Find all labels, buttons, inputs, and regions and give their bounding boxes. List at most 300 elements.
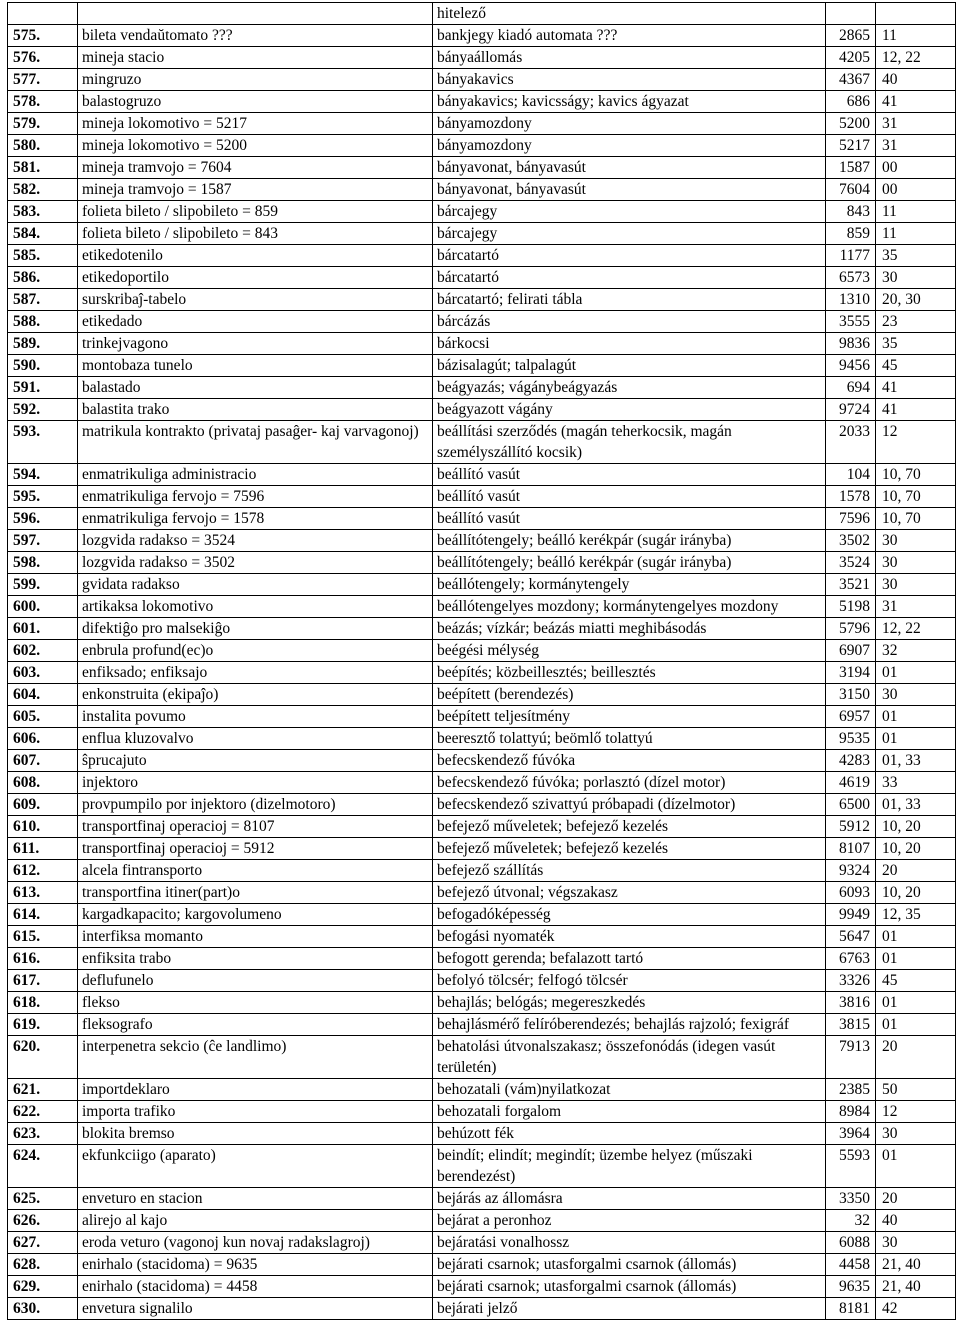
- category-code: 20: [876, 860, 956, 882]
- term-code: 9724: [826, 399, 876, 421]
- term-code: 843: [826, 201, 876, 223]
- table-row: [8, 948, 956, 970]
- esperanto-term: enirhalo (stacidoma) = 4458: [78, 1276, 433, 1298]
- category-code: 20: [876, 1188, 956, 1210]
- hungarian-term: bányavonat, bányavasút: [433, 179, 826, 201]
- esperanto-term: deflufunelo: [78, 970, 433, 992]
- hungarian-term: bányaállomás: [433, 47, 826, 69]
- category-code: 21, 40: [876, 1276, 956, 1298]
- table-row: [8, 992, 956, 1014]
- entry-number: 611.: [8, 838, 78, 860]
- category-code: 30: [876, 552, 956, 574]
- hungarian-term: befogott gerenda; befalazott tartó: [433, 948, 826, 970]
- term-code: 5217: [826, 135, 876, 157]
- hungarian-term: bárkocsi: [433, 333, 826, 355]
- hungarian-term: bázisalagút; talpalagút: [433, 355, 826, 377]
- esperanto-term: interpenetra sekcio (ĉe landlimo): [78, 1036, 433, 1079]
- hungarian-term: behajlásmérő felíróberendezés; behajlás rajzoló; fexigráf: [433, 1014, 826, 1036]
- hungarian-term: befecskendező fúvóka: [433, 750, 826, 772]
- entry-number: 618.: [8, 992, 78, 1014]
- table-row: [8, 223, 956, 245]
- glossary-body: [8, 3, 956, 1320]
- esperanto-term: enbrula profund(ec)o: [78, 640, 433, 662]
- term-code: 2033: [826, 421, 876, 464]
- table-row: [8, 135, 956, 157]
- esperanto-term: enveturo en stacion: [78, 1188, 433, 1210]
- hungarian-term: bányakavics; kavicsságy; kavics ágyazat: [433, 91, 826, 113]
- hungarian-term: behatolási útvonalszakasz; összefonódás (idegen vasút területén): [433, 1036, 826, 1079]
- entry-number: 582.: [8, 179, 78, 201]
- category-code: 30: [876, 1232, 956, 1254]
- hungarian-term: beállótengely; kormánytengely: [433, 574, 826, 596]
- hungarian-term: befejező műveletek; befejező kezelés: [433, 816, 826, 838]
- hungarian-term: beépített (berendezés): [433, 684, 826, 706]
- esperanto-term: enflua kluzovalvo: [78, 728, 433, 750]
- esperanto-term: importa trafiko: [78, 1101, 433, 1123]
- table-row: [8, 25, 956, 47]
- entry-number: 583.: [8, 201, 78, 223]
- entry-number: 578.: [8, 91, 78, 113]
- term-code: 3964: [826, 1123, 876, 1145]
- table-row: [8, 486, 956, 508]
- esperanto-term: artikaksa lokomotivo: [78, 596, 433, 618]
- hungarian-term: beállítótengely; beálló kerékpár (sugár irányba): [433, 552, 826, 574]
- entry-number: 624.: [8, 1145, 78, 1188]
- hungarian-term: bejárati csarnok; utasforgalmi csarnok (állomás): [433, 1254, 826, 1276]
- category-code: 01: [876, 728, 956, 750]
- category-code: 11: [876, 223, 956, 245]
- esperanto-term: enirhalo (stacidoma) = 9635: [78, 1254, 433, 1276]
- entry-number: 625.: [8, 1188, 78, 1210]
- term-code: 6763: [826, 948, 876, 970]
- category-code: 33: [876, 772, 956, 794]
- esperanto-term: flekso: [78, 992, 433, 1014]
- hungarian-term: beégési mélység: [433, 640, 826, 662]
- category-code: 23: [876, 311, 956, 333]
- table-row: [8, 860, 956, 882]
- table-row: [8, 1188, 956, 1210]
- esperanto-term: etikedoportilo: [78, 267, 433, 289]
- table-row: [8, 399, 956, 421]
- esperanto-term: enmatrikuliga fervojo = 1578: [78, 508, 433, 530]
- entry-number: 584.: [8, 223, 78, 245]
- entry-number: 610.: [8, 816, 78, 838]
- entry-number: 629.: [8, 1276, 78, 1298]
- entry-number: 585.: [8, 245, 78, 267]
- hungarian-term: behozatali forgalom: [433, 1101, 826, 1123]
- term-code: 9836: [826, 333, 876, 355]
- hungarian-term: bejárati jelző: [433, 1298, 826, 1320]
- table-row: [8, 1014, 956, 1036]
- hungarian-term: behozatali (vám)nyilatkozat: [433, 1079, 826, 1101]
- table-row: [8, 662, 956, 684]
- term-code: 9635: [826, 1276, 876, 1298]
- esperanto-term: mineja tramvojo = 1587: [78, 179, 433, 201]
- hungarian-term: befogási nyomaték: [433, 926, 826, 948]
- category-code: 31: [876, 596, 956, 618]
- category-code: 42: [876, 1298, 956, 1320]
- esperanto-term: injektoro: [78, 772, 433, 794]
- category-code: 30: [876, 1123, 956, 1145]
- esperanto-term: montobaza tunelo: [78, 355, 433, 377]
- hungarian-term: beállító vasút: [433, 486, 826, 508]
- term-code: 6088: [826, 1232, 876, 1254]
- hungarian-term: bárcajegy: [433, 223, 826, 245]
- table-row: [8, 1254, 956, 1276]
- term-code: 5198: [826, 596, 876, 618]
- esperanto-term: mineja tramvojo = 7604: [78, 157, 433, 179]
- table-row: [8, 179, 956, 201]
- table-row: [8, 113, 956, 135]
- table-row: [8, 267, 956, 289]
- category-code: 35: [876, 245, 956, 267]
- table-row: [8, 69, 956, 91]
- category-code: 12: [876, 421, 956, 464]
- esperanto-term: enmatrikuliga fervojo = 7596: [78, 486, 433, 508]
- entry-number: 592.: [8, 399, 78, 421]
- hungarian-term: bejáratási vonalhossz: [433, 1232, 826, 1254]
- term-code: 2385: [826, 1079, 876, 1101]
- esperanto-term: mineja lokomotivo = 5200: [78, 135, 433, 157]
- term-code: 5796: [826, 618, 876, 640]
- esperanto-term: bileta vendaŭtomato ???: [78, 25, 433, 47]
- term-code: 7913: [826, 1036, 876, 1079]
- term-code: 9324: [826, 860, 876, 882]
- category-code: 41: [876, 377, 956, 399]
- entry-number: 579.: [8, 113, 78, 135]
- entry-number: 575.: [8, 25, 78, 47]
- esperanto-term: ekfunkciigo (aparato): [78, 1145, 433, 1188]
- category-code: 01: [876, 1145, 956, 1188]
- table-row: [8, 333, 956, 355]
- entry-number: 600.: [8, 596, 78, 618]
- table-row: [8, 3, 956, 25]
- hungarian-term: befejező útvonal; végszakasz: [433, 882, 826, 904]
- esperanto-term: ŝprucajuto: [78, 750, 433, 772]
- category-code: 10, 70: [876, 486, 956, 508]
- hungarian-term: beállítótengely; beálló kerékpár (sugár irányba): [433, 530, 826, 552]
- hungarian-term: beállító vasút: [433, 464, 826, 486]
- category-code: 41: [876, 91, 956, 113]
- category-code: 20, 30: [876, 289, 956, 311]
- table-row: [8, 530, 956, 552]
- esperanto-term: interfiksa momanto: [78, 926, 433, 948]
- esperanto-term: transportfinaj operacioj = 5912: [78, 838, 433, 860]
- hungarian-term: beállítási szerződés (magán teherkocsik, magán személyszállító kocsik): [433, 421, 826, 464]
- esperanto-term: mineja lokomotivo = 5217: [78, 113, 433, 135]
- hungarian-term: beágyazás; vágánybeágyazás: [433, 377, 826, 399]
- category-code: 20: [876, 1036, 956, 1079]
- category-code: 40: [876, 69, 956, 91]
- term-code: 5647: [826, 926, 876, 948]
- esperanto-term: etikedado: [78, 311, 433, 333]
- table-row: [8, 926, 956, 948]
- category-code: 10, 20: [876, 882, 956, 904]
- entry-number: 617.: [8, 970, 78, 992]
- entry-number: 591.: [8, 377, 78, 399]
- table-row: [8, 794, 956, 816]
- category-code: 12, 22: [876, 618, 956, 640]
- hungarian-term: befejező szállítás: [433, 860, 826, 882]
- hungarian-term: beázás; vízkár; beázás miatti meghibásodás: [433, 618, 826, 640]
- term-code: 6907: [826, 640, 876, 662]
- category-code: 31: [876, 135, 956, 157]
- term-code: 6957: [826, 706, 876, 728]
- hungarian-term: bejárás az állomásra: [433, 1188, 826, 1210]
- category-code: 30: [876, 530, 956, 552]
- esperanto-term: surskribaĵ-tabelo: [78, 289, 433, 311]
- entry-number: 594.: [8, 464, 78, 486]
- term-code: 1177: [826, 245, 876, 267]
- category-code: 01, 33: [876, 750, 956, 772]
- table-row: [8, 201, 956, 223]
- entry-number: 597.: [8, 530, 78, 552]
- esperanto-term: enmatrikuliga administracio: [78, 464, 433, 486]
- table-row: [8, 596, 956, 618]
- hungarian-term: bányavonat, bányavasút: [433, 157, 826, 179]
- esperanto-term: importdeklaro: [78, 1079, 433, 1101]
- term-code: 3815: [826, 1014, 876, 1036]
- term-code: 1310: [826, 289, 876, 311]
- table-row: [8, 245, 956, 267]
- table-row: [8, 706, 956, 728]
- table-row: [8, 91, 956, 113]
- esperanto-term: [78, 3, 433, 25]
- table-row: [8, 816, 956, 838]
- category-code: 35: [876, 333, 956, 355]
- esperanto-term: balastita trako: [78, 399, 433, 421]
- table-row: [8, 882, 956, 904]
- category-code: 45: [876, 355, 956, 377]
- hungarian-term: bárcatartó: [433, 267, 826, 289]
- entry-number: 596.: [8, 508, 78, 530]
- category-code: 10, 20: [876, 838, 956, 860]
- hungarian-term: beépítés; közbeillesztés; beillesztés: [433, 662, 826, 684]
- term-code: 3150: [826, 684, 876, 706]
- term-code: 5200: [826, 113, 876, 135]
- hungarian-term: beállító vasút: [433, 508, 826, 530]
- table-row: [8, 311, 956, 333]
- category-code: 01: [876, 662, 956, 684]
- entry-number: 623.: [8, 1123, 78, 1145]
- category-code: 31: [876, 113, 956, 135]
- table-row: [8, 47, 956, 69]
- hungarian-term: befecskendező fúvóka; porlasztó (dízel motor): [433, 772, 826, 794]
- entry-number: 589.: [8, 333, 78, 355]
- term-code: 5912: [826, 816, 876, 838]
- hungarian-term: beindít; elindít; megindít; üzembe helyez (műszaki berendezést): [433, 1145, 826, 1188]
- glossary-table: [7, 2, 956, 1320]
- esperanto-term: instalita povumo: [78, 706, 433, 728]
- hungarian-term: bárcajegy: [433, 201, 826, 223]
- table-row: [8, 464, 956, 486]
- hungarian-term: bejárati csarnok; utasforgalmi csarnok (állomás): [433, 1276, 826, 1298]
- table-row: [8, 157, 956, 179]
- category-code: 00: [876, 157, 956, 179]
- category-code: 50: [876, 1079, 956, 1101]
- term-code: 7604: [826, 179, 876, 201]
- hungarian-term: beeresztő tolattyú; beömlő tolattyú: [433, 728, 826, 750]
- category-code: 01: [876, 1014, 956, 1036]
- entry-number: 607.: [8, 750, 78, 772]
- esperanto-term: gvidata radakso: [78, 574, 433, 596]
- entry-number: 606.: [8, 728, 78, 750]
- category-code: 01: [876, 706, 956, 728]
- entry-number: 586.: [8, 267, 78, 289]
- entry-number: 593.: [8, 421, 78, 464]
- esperanto-term: enfiksado; enfiksajo: [78, 662, 433, 684]
- entry-number: 602.: [8, 640, 78, 662]
- entry-number: 622.: [8, 1101, 78, 1123]
- term-code: 3326: [826, 970, 876, 992]
- term-code: 3350: [826, 1188, 876, 1210]
- term-code: 1587: [826, 157, 876, 179]
- entry-number: 587.: [8, 289, 78, 311]
- esperanto-term: enkonstruita (ekipaĵo): [78, 684, 433, 706]
- term-code: [826, 3, 876, 25]
- entry-number: 590.: [8, 355, 78, 377]
- table-row: [8, 355, 956, 377]
- table-row: [8, 508, 956, 530]
- hungarian-term: behúzott fék: [433, 1123, 826, 1145]
- term-code: 9949: [826, 904, 876, 926]
- category-code: 32: [876, 640, 956, 662]
- term-code: 3524: [826, 552, 876, 574]
- hungarian-term: befogadóképesség: [433, 904, 826, 926]
- entry-number: 598.: [8, 552, 78, 574]
- category-code: 11: [876, 201, 956, 223]
- table-row: [8, 1123, 956, 1145]
- table-row: [8, 289, 956, 311]
- hungarian-term: hitelező: [433, 3, 826, 25]
- table-row: [8, 1079, 956, 1101]
- entry-number: 612.: [8, 860, 78, 882]
- term-code: 8181: [826, 1298, 876, 1320]
- esperanto-term: envetura signalilo: [78, 1298, 433, 1320]
- entry-number: 630.: [8, 1298, 78, 1320]
- esperanto-term: lozgvida radakso = 3502: [78, 552, 433, 574]
- entry-number: 588.: [8, 311, 78, 333]
- category-code: 10, 20: [876, 816, 956, 838]
- esperanto-term: provpumpilo por injektoro (dizelmotoro): [78, 794, 433, 816]
- hungarian-term: behajlás; belógás; megereszkedés: [433, 992, 826, 1014]
- table-row: [8, 618, 956, 640]
- esperanto-term: transportfinaj operacioj = 8107: [78, 816, 433, 838]
- esperanto-term: etikedotenilo: [78, 245, 433, 267]
- category-code: 30: [876, 574, 956, 596]
- term-code: 3521: [826, 574, 876, 596]
- table-row: [8, 1276, 956, 1298]
- term-code: 4619: [826, 772, 876, 794]
- category-code: [876, 3, 956, 25]
- table-row: [8, 684, 956, 706]
- entry-number: 614.: [8, 904, 78, 926]
- category-code: 41: [876, 399, 956, 421]
- entry-number: 619.: [8, 1014, 78, 1036]
- entry-number: 620.: [8, 1036, 78, 1079]
- entry-number: 605.: [8, 706, 78, 728]
- esperanto-term: kargadkapacito; kargovolumeno: [78, 904, 433, 926]
- table-row: [8, 904, 956, 926]
- hungarian-term: bankjegy kiadó automata ???: [433, 25, 826, 47]
- esperanto-term: lozgvida radakso = 3524: [78, 530, 433, 552]
- term-code: 9535: [826, 728, 876, 750]
- hungarian-term: bárcatartó; felirati tábla: [433, 289, 826, 311]
- category-code: 12: [876, 1101, 956, 1123]
- table-row: [8, 552, 956, 574]
- esperanto-term: transportfina itiner(part)o: [78, 882, 433, 904]
- esperanto-term: mineja stacio: [78, 47, 433, 69]
- table-row: [8, 421, 956, 464]
- term-code: 7596: [826, 508, 876, 530]
- term-code: 5593: [826, 1145, 876, 1188]
- hungarian-term: befejező műveletek; befejező kezelés: [433, 838, 826, 860]
- esperanto-term: eroda veturo (vagonoj kun novaj radakslagroj): [78, 1232, 433, 1254]
- term-code: 8107: [826, 838, 876, 860]
- category-code: 45: [876, 970, 956, 992]
- hungarian-term: bárcatartó: [433, 245, 826, 267]
- entry-number: 604.: [8, 684, 78, 706]
- hungarian-term: bányamozdony: [433, 135, 826, 157]
- esperanto-term: folieta bileto / slipobileto = 843: [78, 223, 433, 245]
- term-code: 1578: [826, 486, 876, 508]
- category-code: 40: [876, 1210, 956, 1232]
- hungarian-term: befecskendező szivattyú próbapadi (dízelmotor): [433, 794, 826, 816]
- table-row: [8, 1145, 956, 1188]
- esperanto-term: alirejo al kajo: [78, 1210, 433, 1232]
- table-row: [8, 728, 956, 750]
- table-row: [8, 574, 956, 596]
- term-code: 3502: [826, 530, 876, 552]
- category-code: 11: [876, 25, 956, 47]
- entry-number: 621.: [8, 1079, 78, 1101]
- table-row: [8, 838, 956, 860]
- esperanto-term: balastado: [78, 377, 433, 399]
- entry-number: 576.: [8, 47, 78, 69]
- term-code: 3555: [826, 311, 876, 333]
- esperanto-term: fleksografo: [78, 1014, 433, 1036]
- entry-number: 580.: [8, 135, 78, 157]
- esperanto-term: enfiksita trabo: [78, 948, 433, 970]
- category-code: 00: [876, 179, 956, 201]
- term-code: 4205: [826, 47, 876, 69]
- category-code: 12, 22: [876, 47, 956, 69]
- entry-number: 601.: [8, 618, 78, 640]
- category-code: 30: [876, 267, 956, 289]
- entry-number: 581.: [8, 157, 78, 179]
- table-row: [8, 377, 956, 399]
- hungarian-term: bányamozdony: [433, 113, 826, 135]
- term-code: 6093: [826, 882, 876, 904]
- term-code: 8984: [826, 1101, 876, 1123]
- table-row: [8, 772, 956, 794]
- table-row: [8, 1232, 956, 1254]
- esperanto-term: folieta bileto / slipobileto = 859: [78, 201, 433, 223]
- hungarian-term: befolyó tölcsér; felfogó tölcsér: [433, 970, 826, 992]
- table-row: [8, 750, 956, 772]
- entry-number: 615.: [8, 926, 78, 948]
- entry-number: 613.: [8, 882, 78, 904]
- table-row: [8, 970, 956, 992]
- category-code: 01: [876, 992, 956, 1014]
- category-code: 01, 33: [876, 794, 956, 816]
- entry-number: 599.: [8, 574, 78, 596]
- term-code: 859: [826, 223, 876, 245]
- hungarian-term: bejárat a peronhoz: [433, 1210, 826, 1232]
- table-row: [8, 1210, 956, 1232]
- term-code: 6500: [826, 794, 876, 816]
- esperanto-term: matrikula kontrakto (privataj pasaĝer- kaj varvagonoj): [78, 421, 433, 464]
